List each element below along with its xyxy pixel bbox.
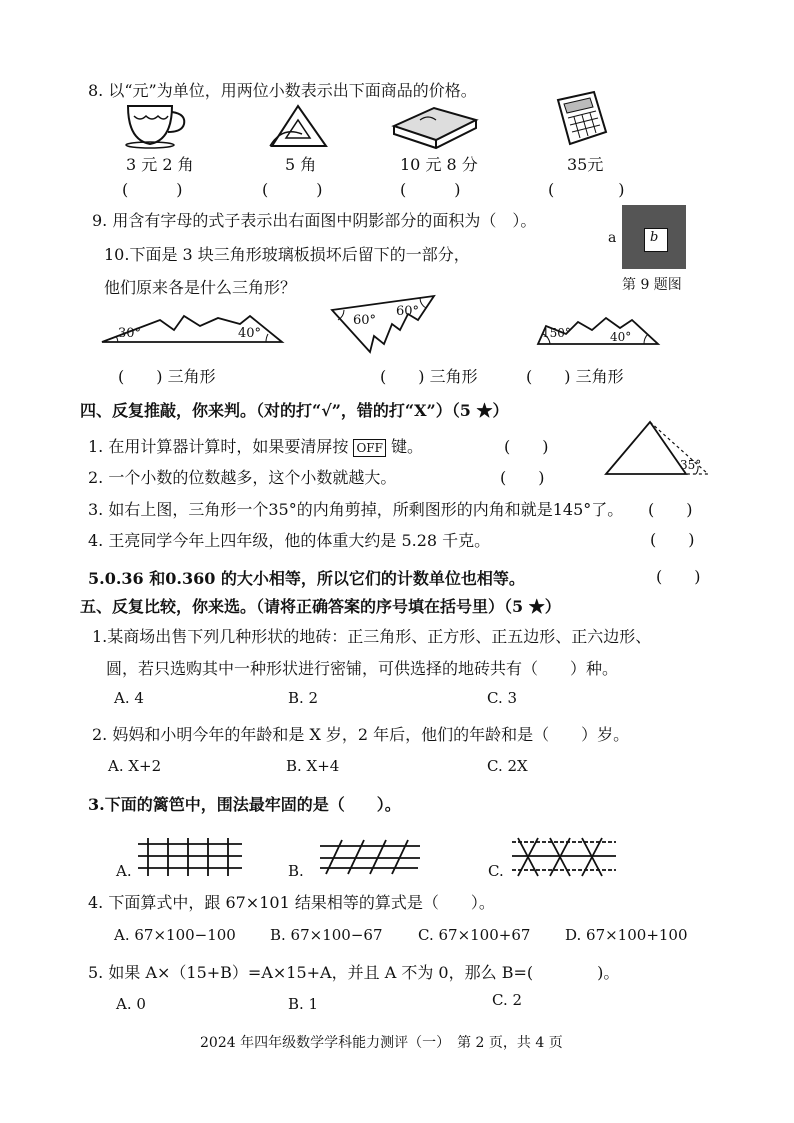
- tri2-angle-right: 60°: [396, 304, 420, 319]
- s5-q5-option-b[interactable]: B. 1: [288, 995, 319, 1013]
- q9-label-b: b: [650, 230, 659, 245]
- section4-blank-5[interactable]: ( ): [656, 567, 701, 586]
- s5-q2-option-a[interactable]: A. X+2: [108, 757, 162, 775]
- q8-answer-blank-1[interactable]: ( ): [122, 180, 183, 199]
- section4-item-4: 4. 王亮同学今年上四年级，他的体重大约是 5.28 千克。: [88, 531, 491, 550]
- off-key: OFF: [353, 439, 386, 457]
- q8-price-1: 3 元 2 角: [126, 155, 194, 174]
- q9-caption: 第 9 题图: [622, 277, 682, 293]
- tri3-angle-right: 40°: [610, 330, 632, 344]
- pencil-box-icon: [390, 104, 480, 148]
- q8-text: 8. 以“元”为单位，用两位小数表示出下面商品的价格。: [88, 81, 477, 100]
- section4-blank-4[interactable]: ( ): [650, 530, 695, 549]
- tri1-angle-left: 30°: [118, 326, 142, 341]
- fence-crossed-figure: [510, 836, 618, 878]
- fence-slanted-figure: [318, 838, 422, 876]
- s5-q4-option-d[interactable]: D. 67×100+100: [565, 926, 688, 944]
- page-footer: 2024 年四年级数学学科能力测评（一） 第 2 页，共 4 页: [200, 1035, 563, 1051]
- q9-label-a: a: [608, 230, 617, 246]
- s5-q2-option-b[interactable]: B. X+4: [286, 757, 340, 775]
- s5-q1-option-b[interactable]: B. 2: [288, 689, 319, 707]
- section4-title: 四、反复推敲，你来判。（对的打“√”，错的打“X”）（5 ★）: [80, 401, 509, 420]
- q8-price-4: 35元: [567, 155, 604, 174]
- q8-answer-blank-3[interactable]: ( ): [400, 180, 461, 199]
- section4-blank-2[interactable]: ( ): [500, 468, 545, 487]
- teacup-icon: [124, 102, 194, 148]
- section4-item-1-pre: 1. 在用计算器计算时，如果要清屏按: [88, 437, 349, 456]
- s5-q5-option-c[interactable]: C. 2: [492, 991, 523, 1009]
- section4-blank-1[interactable]: ( ): [504, 437, 549, 456]
- tri3-angle-left: 150°: [542, 326, 571, 340]
- q8-answer-blank-4[interactable]: ( ): [548, 180, 625, 199]
- q10-answer-3[interactable]: ( ) 三角形: [526, 367, 624, 386]
- s5-q3-option-a[interactable]: A.: [116, 862, 132, 880]
- tri2-angle-left: 60°: [353, 313, 377, 328]
- s5-q2-option-c[interactable]: C. 2X: [487, 757, 528, 775]
- section4-item-3: 3. 如右上图，三角形一个35°的内角剪掉，所剩图形的内角和就是145°了。: [88, 500, 624, 519]
- s5-q3-option-b[interactable]: B.: [288, 862, 304, 880]
- section4-blank-3[interactable]: ( ): [648, 500, 693, 519]
- ruler-triangle-icon: [268, 104, 332, 148]
- q10-answer-1[interactable]: ( ) 三角形: [118, 367, 216, 386]
- s5-q1-line2: 圆，若只选购其中一种形状进行密铺，可供选择的地砖共有（ ）种。: [106, 659, 619, 678]
- q10-line2: 他们原来各是什么三角形？: [104, 278, 297, 297]
- cut-triangle-angle: 35°: [680, 458, 702, 472]
- calculator-icon: [550, 90, 610, 146]
- s5-q4-option-b[interactable]: B. 67×100−67: [270, 926, 383, 944]
- s5-q1-line1: 1.某商场出售下列几种形状的地砖：正三角形、正方形、正五边形、正六边形、: [92, 627, 652, 646]
- tri1-angle-right: 40°: [238, 326, 262, 341]
- s5-q3-text: 3.下面的篱笆中，围法最牢固的是（ ）。: [88, 795, 401, 814]
- section4-item-2: 2. 一个小数的位数越多，这个小数就越大。: [88, 468, 397, 487]
- section4-item-1: [88, 434, 423, 457]
- q9-text: 9. 用含有字母的式子表示出右面图中阴影部分的面积为（ ）。: [92, 211, 537, 230]
- s5-q5-text: 5. 如果 A×（15+B）=A×15+A，并且 A 不为 0，那么 B=( )。: [88, 963, 620, 982]
- s5-q4-option-c[interactable]: C. 67×100+67: [418, 926, 531, 944]
- section5-title: 五、反复比较，你来选。（请将正确答案的序号填在括号里）（5 ★）: [80, 597, 561, 616]
- s5-q4-option-a[interactable]: A. 67×100−100: [114, 926, 236, 944]
- s5-q3-option-c[interactable]: C.: [488, 862, 504, 880]
- s5-q1-option-a[interactable]: A. 4: [114, 689, 144, 707]
- s5-q1-option-c[interactable]: C. 3: [487, 689, 518, 707]
- section4-item-5: 5.0.36 和0.360 的大小相等，所以它们的计数单位也相等。: [88, 569, 525, 588]
- q8-price-3: 10 元 8 分: [400, 155, 478, 174]
- s5-q2-text: 2. 妈妈和小明今年的年龄和是 X 岁，2 年后，他们的年龄和是（ ）岁。: [92, 725, 630, 744]
- q8-answer-blank-2[interactable]: ( ): [262, 180, 323, 199]
- s5-q5-option-a[interactable]: A. 0: [116, 995, 146, 1013]
- fence-grid-figure: [136, 836, 244, 878]
- broken-triangle-2: [330, 294, 440, 356]
- s5-q4-text: 4. 下面算式中，跟 67×101 结果相等的算式是（ ）。: [88, 893, 495, 912]
- section4-item-1-post: 键。: [391, 437, 424, 456]
- q10-answer-2[interactable]: ( ) 三角形: [380, 367, 478, 386]
- q8-price-2: 5 角: [285, 155, 317, 174]
- q10-line1: 10.下面是 3 块三角形玻璃板损坏后留下的一部分，: [104, 245, 470, 264]
